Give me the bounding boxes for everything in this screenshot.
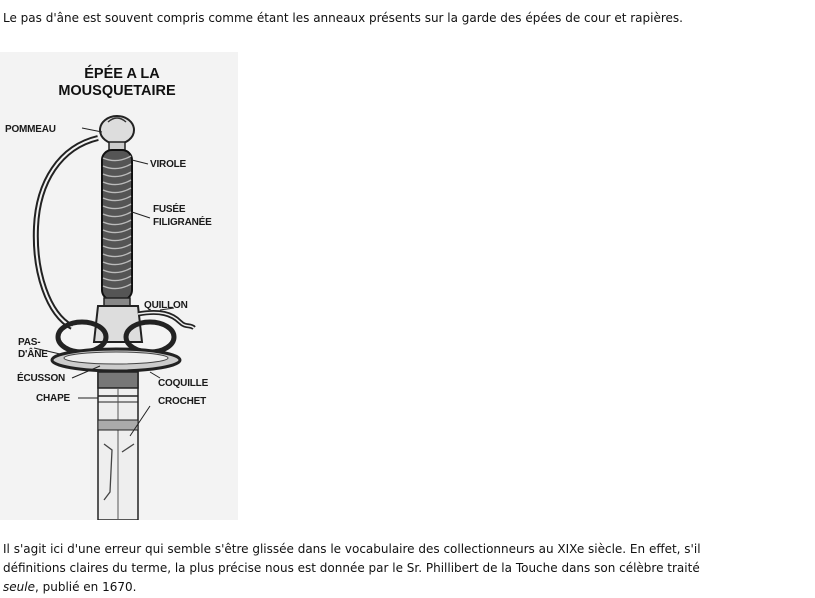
outro-line-3: , publié en 1670.	[34, 580, 137, 594]
sword-diagram	[0, 52, 238, 520]
intro-paragraph: Le pas d'âne est souvent compris comme étant les anneaux présents sur la garde des épées de cour et rapières.	[3, 11, 683, 25]
label-pas-dane-1: PAS-	[18, 337, 41, 348]
label-coquille: COQUILLE	[158, 378, 209, 389]
ferrule	[109, 142, 125, 150]
label-pas-dane-2: D'ÂNE	[18, 349, 48, 360]
outro-line-1: Il s'agit ici d'une erreur qui semble s'être glissée dans le vocabulaire des collectionneurs au XIXe siècle. En effet, s'il	[3, 542, 701, 556]
label-pommeau: POMMEAU	[5, 124, 56, 135]
outro-emphasis: seule	[3, 580, 35, 594]
outro-paragraph	[3, 540, 811, 597]
outro-line-2: définitions claires du terme, la plus précise nous est donnée par le Sr. Phillibert de la Touche dans son célèbre traité	[3, 561, 700, 575]
label-crochet: CROCHET	[158, 396, 207, 407]
sword-illustration	[0, 52, 238, 520]
label-quillon: QUILLON	[144, 300, 188, 311]
label-fusee-2: FILIGRANÉE	[153, 217, 212, 228]
label-chape: CHAPE	[36, 393, 71, 404]
label-fusee-1: FUSÉE	[153, 204, 186, 215]
figure-title-line1: ÉPÉE A LA	[84, 66, 160, 82]
figure-title-line2: MOUSQUETAIRE	[58, 83, 176, 99]
label-ecusson: ÉCUSSON	[17, 373, 66, 384]
pommel	[100, 116, 134, 144]
label-virole: VIROLE	[150, 159, 187, 170]
